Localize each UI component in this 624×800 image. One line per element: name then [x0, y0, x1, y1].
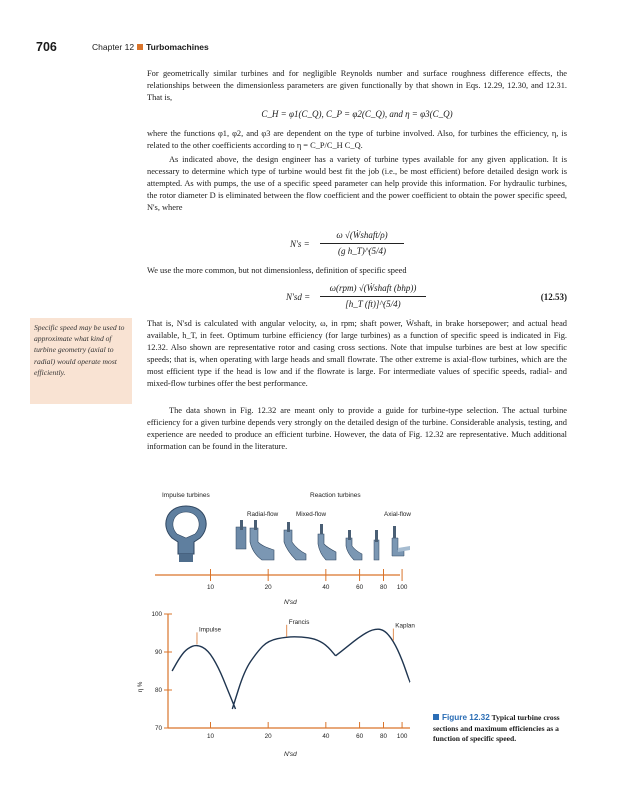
top-axis	[155, 569, 408, 606]
top-tick-label: 60	[356, 584, 364, 591]
eq3-fraction-bar	[320, 296, 426, 297]
paragraph-6: The data shown in Fig. 12.32 are meant only to provide a guide for turbine-type selection. The actual turbine efficiency for a given turbine depends very strongly on the detailed design of the turbine. Considerable analysis, testing, and experience are needed to produce an efficient turbine. However, the data of Fig. 12.32 are representative. Much additional information can be found in the literature.	[147, 406, 567, 451]
top-tick-label: 10	[206, 584, 215, 591]
label-francis: Francis	[288, 618, 310, 626]
paragraph-1: For geometrically similar turbines and for negligible Reynolds number and surface roughness difference effects, the relationships between the dimensionless parameters are given functionally by that shown in Eqs. 12.29, 12.30, and 12.31. That is,	[147, 69, 567, 102]
x-tick-label: 40	[322, 733, 330, 740]
eq2-numerator: ω √(Ẇshaft/ρ)	[336, 230, 388, 240]
top-tick-label: 20	[264, 584, 272, 591]
y-tick-label: 70	[154, 725, 162, 732]
header-square-icon	[137, 44, 143, 50]
curve-kaplan	[336, 629, 410, 682]
equation-functional: C_H = φ1(C_Q), C_P = φ2(C_Q), and η = φ3(C_Q)	[261, 109, 453, 119]
curve-impulse	[172, 646, 235, 709]
eq3-denominator: [h_T (ft)]^(5/4)	[345, 299, 401, 309]
x-tick-label: 100	[396, 733, 408, 740]
eq2-lhs: N's =	[290, 239, 310, 249]
x-tick-label: 80	[379, 733, 388, 740]
caption-label: Figure 12.32	[442, 713, 490, 722]
figure-caption	[433, 713, 573, 745]
x-tick-label: 20	[264, 733, 272, 740]
y-tick-label: 90	[154, 649, 162, 656]
eq2-fraction-bar	[320, 243, 404, 244]
label-impulse: Impulse	[198, 626, 222, 634]
axial-flow-label: Axial-flow	[384, 511, 411, 518]
mixed-flow-drawing	[284, 522, 362, 560]
radial-flow-label: Radial-flow	[247, 511, 279, 518]
x-tick-label: 10	[206, 733, 215, 740]
chapter-label: Chapter 12	[92, 42, 135, 52]
top-axis-label: N'sd	[284, 599, 297, 606]
axial-flow-drawing	[374, 526, 410, 560]
y-tick-label: 100	[151, 611, 162, 618]
chapter-title: Turbomachines	[146, 42, 209, 52]
x-tick-label: 60	[356, 733, 364, 740]
running-header	[92, 42, 209, 52]
paragraph-2: where the functions φ1, φ2, and φ3 are dependent on the type of turbine involved. Also, for turbines the efficiency, η, is related to the other coefficients according to η = C_P/C_H C_Q.	[147, 129, 567, 150]
caption-text: Typical turbine cross sections and maximum efficiencies as a function of specific speed.	[433, 713, 560, 743]
bottom-axis-label: N'sd	[284, 751, 297, 758]
page-number: 706	[36, 40, 57, 54]
paragraph-5: That is, N'sd is calculated with angular velocity, ω, in rpm; shaft power, Ẇshaft, in brake horsepower; and actual head available, h_T, in feet. Optimum turbine efficiency (for large turbines) as a function of specific speed is indicated in Fig. 12.32. Also shown are representative rotor and casing cross sections. Note that impulse turbines are best at low specific speeds; that is, when operating with large heads and small flowrate. The other extreme is axial-flow turbines, which are the most efficient type if the head is low and if the flowrate is large. For intermediate values of specific speeds, radial- and mixed-flow turbines offer the best performance.	[147, 319, 567, 388]
impulse-turbines-label: Impulse turbines	[162, 492, 210, 499]
eq3-numerator: ω(rpm) √(Ẇshaft (bhp))	[329, 283, 417, 293]
mixed-flow-label: Mixed-flow	[296, 511, 327, 518]
eq3-lhs: N'sd =	[286, 292, 311, 302]
equation-number: (12.53)	[540, 292, 567, 302]
top-tick-label: 80	[379, 584, 388, 591]
top-tick-label: 100	[396, 584, 408, 591]
margin-note: Specific speed may be used to approximate what kind of turbine geometry (axial to radial) would operate most efficiently.	[30, 318, 132, 404]
efficiency-plot	[138, 611, 415, 758]
paragraph-3: As indicated above, the design engineer has a variety of turbine types available for any given application. It is necessary to determine which type of turbine would best fit the job (i.e., be most efficient) before detailed design work is attempted. As with pumps, the use of a specific speed parameter can help provide this information. For hydraulic turbines, the rotor diameter D is eliminated between the flow coefficient and the power coefficient to obtain the power specific speed, N's, where	[147, 155, 567, 212]
radial-flow-drawing	[236, 520, 274, 560]
caption-square-icon	[433, 714, 439, 720]
reaction-turbines-label: Reaction turbines	[310, 492, 361, 499]
impulse-turbine-drawing	[166, 506, 206, 562]
curve-francis	[232, 637, 335, 709]
y-tick-label: 80	[154, 687, 162, 694]
eq2-denominator: (g h_T)^(5/4)	[337, 246, 387, 256]
y-axis-label: η %	[138, 681, 144, 692]
paragraph-4: We use the more common, but not dimensionless, definition of specific speed	[147, 266, 407, 275]
top-tick-label: 40	[322, 584, 330, 591]
label-kaplan: Kaplan	[395, 622, 415, 630]
